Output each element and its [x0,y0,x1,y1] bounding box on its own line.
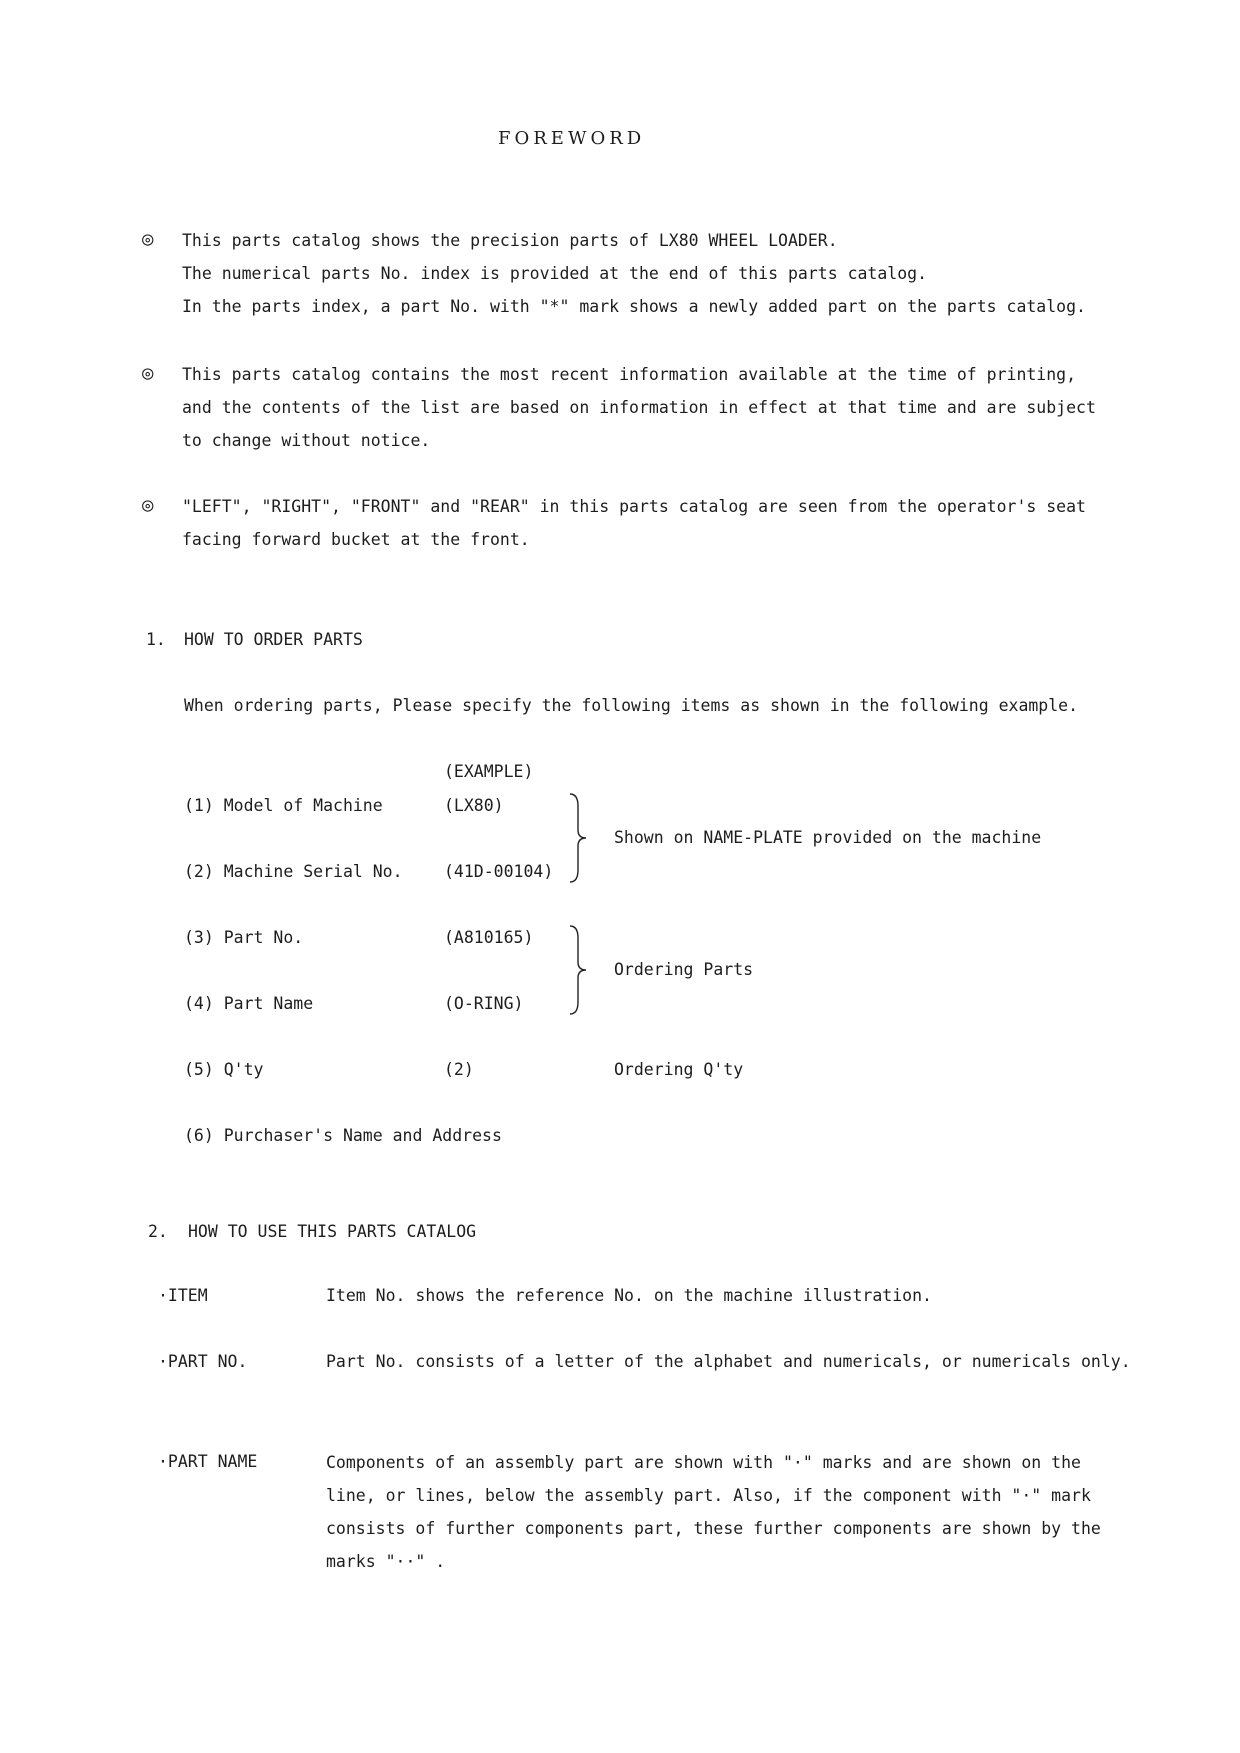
note-1 [182,224,1086,323]
definition-term: ·ITEM [158,1286,208,1305]
brace-right-icon [568,792,590,884]
definition-line: consists of further components part, these further components are shown by the [326,1519,1101,1538]
order-item-example: (A810165) [444,928,534,947]
group-note-ordering-qty: Ordering Q'ty [614,1060,744,1079]
order-item-example: (LX80) [444,796,504,815]
note-3 [182,490,1086,556]
note-line: "LEFT", "RIGHT", "FRONT" and "REAR" in this parts catalog are seen from the operator's seat [182,497,1086,516]
order-item-label: (4) Part Name [184,994,314,1013]
note-line: This parts catalog contains the most recent information available at the time of printing, [182,365,1077,384]
section-2-number: 2. [148,1222,168,1241]
definition-text [326,1446,1101,1578]
note-bullet-icon: ◎ [142,228,154,250]
section-1-number: 1. [146,630,166,649]
section-1-heading: HOW TO ORDER PARTS [184,630,363,649]
section-2-heading: HOW TO USE THIS PARTS CATALOG [188,1222,477,1241]
group-note-nameplate: Shown on NAME-PLATE provided on the machine [614,828,1042,847]
order-item-label: (3) Part No. [184,928,304,947]
section-1-intro: When ordering parts, Please specify the following items as shown in the following example. [184,696,1079,715]
group-note-ordering-parts: Ordering Parts [614,960,754,979]
note-bullet-icon: ◎ [142,494,154,516]
definition-term: ·PART NAME [158,1452,258,1471]
note-line: and the contents of the list are based on information in effect at that time and are subject [182,398,1096,417]
definition-line: line, or lines, below the assembly part. Also, if the component with "·" mark [326,1486,1091,1505]
definition-text: Item No. shows the reference No. on the machine illustration. [326,1286,932,1305]
note-line: In the parts index, a part No. with "*" mark shows a newly added part on the parts catalog. [182,297,1086,316]
definition-line: marks "··" . [326,1552,446,1571]
page-title: FOREWORD [498,128,646,149]
example-header: (EXAMPLE) [444,762,534,781]
order-item-label: (6) Purchaser's Name and Address [184,1126,502,1145]
note-line: This parts catalog shows the precision parts of LX80 WHEEL LOADER. [182,231,838,250]
order-item-label: (1) Model of Machine [184,796,383,815]
brace-right-icon [568,924,590,1016]
order-item-example: (2) [444,1060,474,1079]
definition-text: Part No. consists of a letter of the alphabet and numericals, or numericals only. [326,1352,1131,1371]
note-line: to change without notice. [182,431,431,450]
note-line: The numerical parts No. index is provided at the end of this parts catalog. [182,264,928,283]
definition-term: ·PART NO. [158,1352,248,1371]
note-2 [182,358,1096,457]
order-item-label: (2) Machine Serial No. [184,862,403,881]
note-bullet-icon: ◎ [142,362,154,384]
order-item-example: (41D-00104) [444,862,554,881]
order-item-label: (5) Q'ty [184,1060,264,1079]
order-item-example: (O-RING) [444,994,524,1013]
definition-line: Components of an assembly part are shown with "·" marks and are shown on the [326,1453,1081,1472]
note-line: facing forward bucket at the front. [182,530,530,549]
